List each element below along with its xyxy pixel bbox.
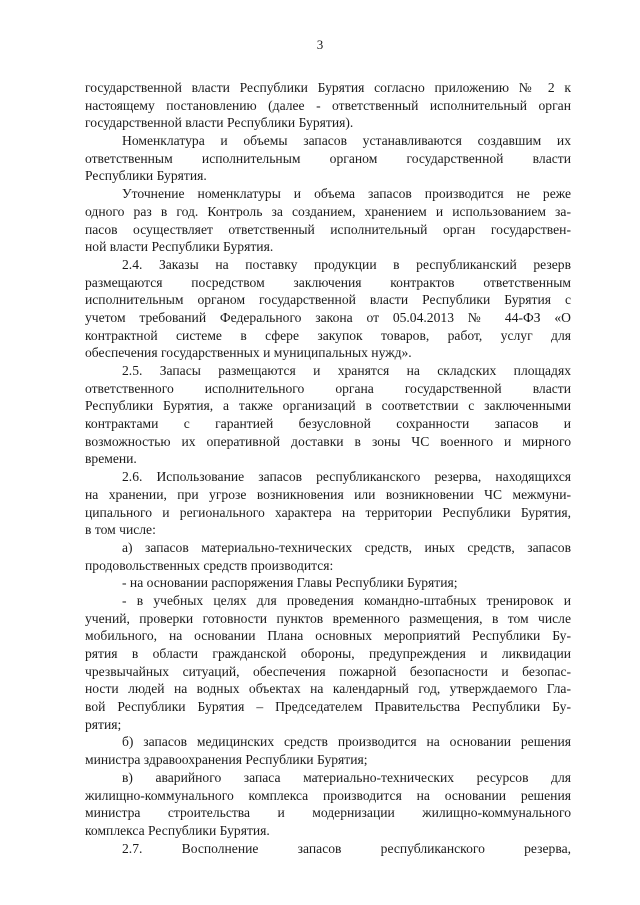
text-line: исполнительным органом государственной власти Республики Бурятия с	[85, 292, 571, 308]
text-line: государственной власти Республики Бурятия).	[85, 115, 354, 131]
text-line: вой Республики Бурятия – Председателем Правительства Республики Бу-	[85, 699, 571, 715]
text-line: ципального и регионального характера на территории Республики Бурятия,	[85, 504, 571, 520]
text-line: ности людей на водных объектах на календарный год, утверждаемого Гла-	[85, 681, 571, 697]
text-line: министра строительства и модернизации жилищно-коммунального	[85, 805, 571, 821]
text-line: 2.5. Запасы размещаются и хранятся на складских площадях	[122, 363, 571, 378]
text-line: одного раз в год. Контроль за созданием, хранением и использованием за-	[85, 203, 571, 219]
text-line: мобильного, на основании Плана основных мероприятий Республики Бу-	[85, 628, 571, 644]
text-line: рятия;	[85, 716, 122, 732]
document-body	[85, 79, 571, 857]
text-line: возможностью их оперативной доставки в зоны ЧС военного и мирного	[85, 433, 571, 449]
text-line: ной власти Республики Бурятия.	[85, 239, 274, 255]
text-line: а) запасов материально-технических средств, иных средств, запасов	[122, 539, 571, 555]
text-line: в) аварийного запаса материально-технических ресурсов для	[122, 769, 571, 785]
text-line: ответственного исполнительного органа государственной власти	[85, 380, 571, 396]
text-line: пасов осуществляет ответственный исполнительный орган государствен-	[85, 221, 571, 237]
text-line: Республики Бурятия, а также организаций в соответствии с заключенными	[85, 398, 571, 414]
text-line: - на основании распоряжения Главы Республики Бурятия;	[122, 575, 458, 591]
text-line: ответственным исполнительным органом государственной власти	[85, 150, 571, 166]
text-line: обеспечения государственных и муниципальных нужд».	[85, 345, 412, 361]
text-line: чрезвычайных ситуаций, обеспечения пожарной безопасности и безопас-	[85, 663, 571, 679]
text-line: в том числе:	[85, 522, 156, 538]
text-line: на хранении, при угрозе возникновения или возникновении ЧС межмуни-	[85, 486, 571, 502]
page-number: 3	[316, 37, 324, 52]
text-line: министра здравоохранения Республики Бурятия;	[85, 752, 368, 768]
text-line: рятия в области гражданской обороны, предупреждения и ликвидации	[85, 646, 571, 661]
text-line: комплекса Республики Бурятия.	[85, 822, 270, 838]
text-line: Уточнение номенклатуры и объема запасов производится не реже	[122, 186, 571, 202]
text-line: Номенклатура и объемы запасов устанавливаются создавшим их	[122, 133, 571, 149]
text-line: контрактной системе в сфере закупок товаров, работ, услуг для	[85, 327, 571, 343]
text-line: 2.7. Восполнение запасов республиканского резерва,	[122, 840, 571, 856]
text-line: Республики Бурятия.	[85, 168, 207, 184]
text-line: б) запасов медицинских средств производится на основании решения	[122, 734, 571, 750]
text-line: - в учебных целях для проведения командно-штабных тренировок и	[122, 592, 571, 608]
text-line: 2.4. Заказы на поставку продукции в республиканский резерв	[122, 256, 571, 272]
text-line: контрактами с гарантией безусловной сохранности запасов и	[85, 416, 571, 432]
text-line: 2.6. Использование запасов республиканского резерва, находящихся	[122, 469, 571, 485]
text-line: жилищно-коммунального комплекса производится на основании решения	[85, 787, 571, 803]
text-line: учетом требований Федерального закона от 05.04.2013 № 44-ФЗ «О	[85, 309, 571, 325]
text-line: настоящему постановлению (далее - ответственный исполнительный орган	[85, 97, 571, 113]
text-line: учений, проверки готовности пунктов временного размещения, в том числе	[85, 610, 571, 626]
text-line: размещаются посредством заключения контрактов ответственным	[85, 274, 571, 290]
text-line: продовольственных средств производится:	[85, 557, 334, 573]
text-line: времени.	[85, 451, 137, 467]
text-line: государственной власти Республики Бурятия согласно приложению № 2 к	[85, 80, 571, 95]
